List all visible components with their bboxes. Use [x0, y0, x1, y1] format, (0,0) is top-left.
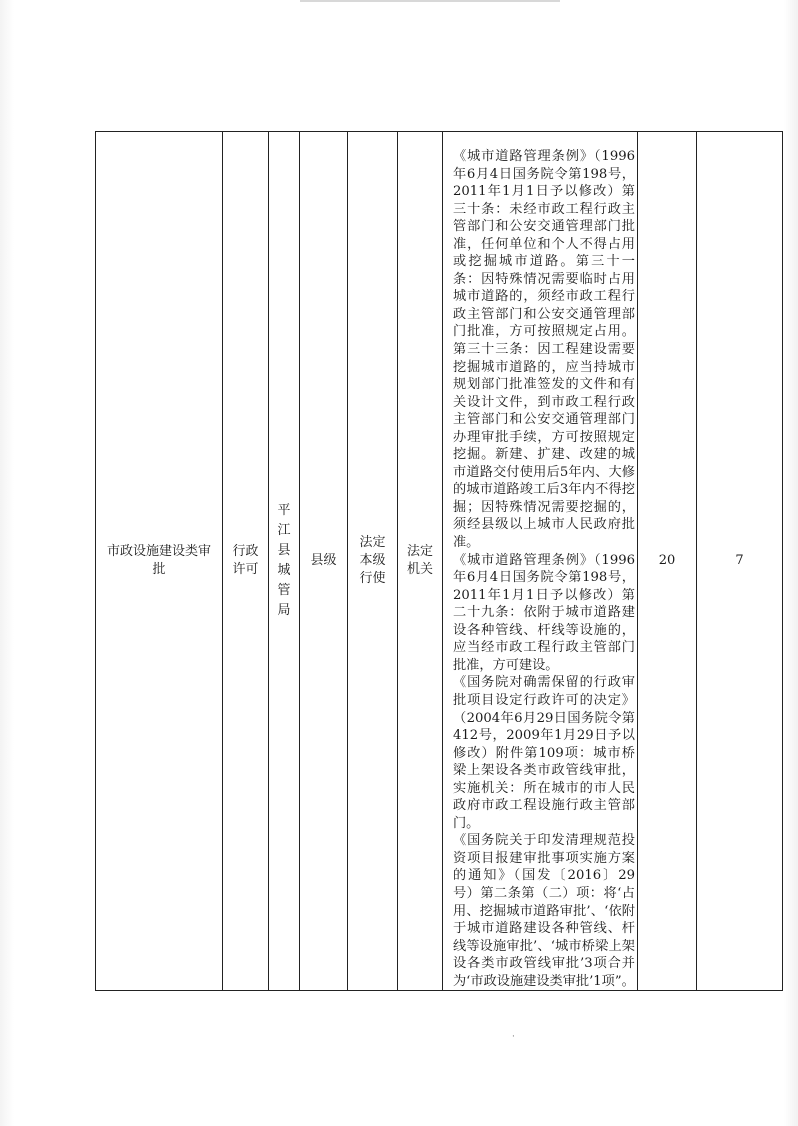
- table-row: [96, 132, 783, 991]
- category-cell: [223, 132, 269, 991]
- legal-basis-paragraph: 《国务院关于印发清理规范投资项目报建审批事项实施方案的通知》（国发〔2016〕29号）第二条第（二）项：将‘占用、挖掘城市道路审批’、‘依附于城市道路建设各种管线、杆线等设施审批’、‘城市桥梁上架设各类市政管线审批’3项合并为‘市政设施建设类审批’1项”。: [453, 833, 635, 989]
- col8-cell: [638, 132, 697, 991]
- legal-basis-cell: [443, 132, 638, 991]
- category: 行政许可: [232, 544, 259, 578]
- item-name: 市政设施建设类审批: [106, 544, 211, 578]
- department: 平江县城管局: [277, 503, 291, 619]
- scan-speck: ·: [512, 1032, 515, 1042]
- exercise-method: 法定本级行使: [359, 535, 386, 587]
- col9-cell: [697, 132, 783, 991]
- implementing-body-cell: [398, 132, 443, 991]
- legal-basis-paragraph: 《城市道路管理条例》（1996年6月4日国务院令第198号，2011年1月1日予以修改）第三十条：未经市政工程行政主管部门和公安交通管理部门批准，任何单位和个人不得占用或挖掘城市道路。第三十一条：因特殊情况需要临时占用城市道路的，须经市政工程行政主管部门和公安交通管理部门批准，方可按照规定占用。第三十三条：因工程建设需要挖掘城市道路的，应当持城市规划部门批准签发的文件和有关设计文件，到市政工程行政主管部门和公安交通管理部门办理审批手续，方可按照规定挖掘。新建、扩建、改建的城市道路交付使用后5年内、大修的城市道路竣工后3年内不得挖掘；因特殊情况需要挖掘的，须经县级以上城市人民政府批准。: [453, 149, 635, 551]
- legal-basis-text: [443, 132, 637, 990]
- legal-basis-paragraph: 《城市道路管理条例》（1996年6月4日国务院令第198号，2011年1月1日予以修改）第二十九条：依附于城市道路建设各种管线、杆线等设施的，应当经市政工程行政主管部门批准，方可建设。: [453, 552, 635, 673]
- exercise-method-cell: [348, 132, 398, 991]
- power-list-table: [95, 131, 783, 991]
- level: 县级: [310, 553, 337, 569]
- legal-basis-paragraph: 《国务院对确需保留的行政审批项目设定行政许可的决定》（2004年6月29日国务院令第412号，2009年1月29日予以修改）附件第109项：城市桥梁上架设各类市政管线审批，实施机关：所在城市的市人民政府市政工程设施行政主管部门。: [453, 675, 635, 831]
- col9-value: 7: [735, 553, 744, 569]
- col8-value: 20: [658, 553, 676, 569]
- implementing-body: 法定机关: [407, 544, 434, 578]
- scan-edge-mark: [300, 0, 560, 2]
- item-name-cell: [96, 132, 223, 991]
- department-cell: [269, 132, 300, 991]
- level-cell: [300, 132, 348, 991]
